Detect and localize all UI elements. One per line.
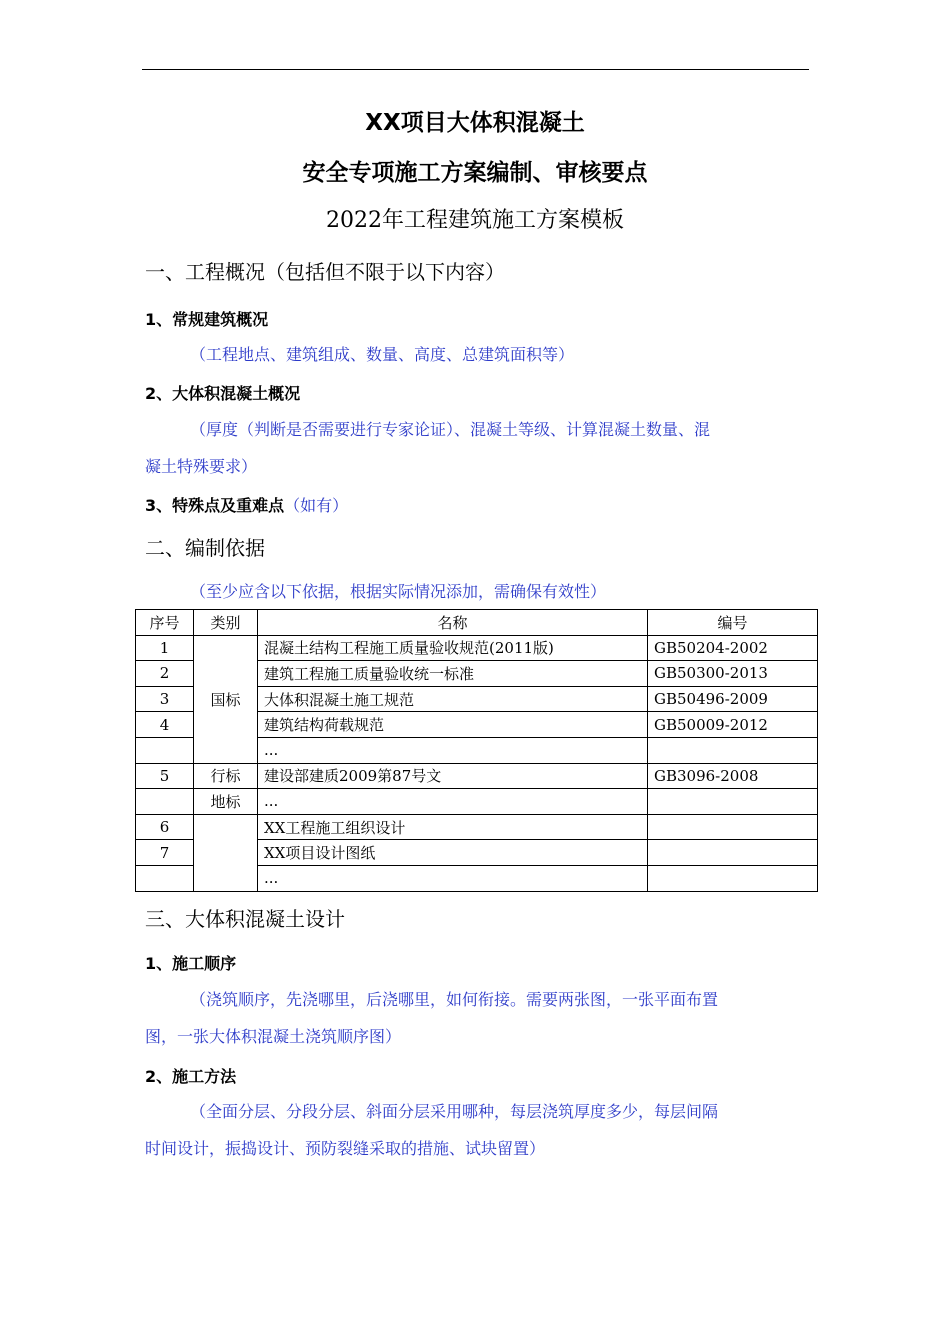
doc-title-line2: 安全专项施工方案编制、审核要点 — [302, 160, 648, 186]
doc-title-line3: 2022年工程建筑施工方案模板 — [326, 208, 624, 233]
table-row: 7 XX项目设计图纸 — [136, 840, 818, 866]
section1-item1-note: （工程地点、建筑组成、数量、高度、总建筑面积等） — [190, 345, 575, 364]
col-header-category: 类别 — [194, 610, 258, 636]
table-header-row — [136, 610, 818, 636]
doc-title-line1: XX项目大体积混凝土 — [365, 110, 585, 136]
col-header-code: 编号 — [648, 610, 818, 636]
table-row: ... — [136, 865, 818, 891]
col-header-name: 名称 — [258, 610, 648, 636]
section1-item2-heading: 2、大体积混凝土概况 — [145, 384, 301, 403]
header-rule — [142, 69, 809, 70]
col-header-no: 序号 — [136, 610, 194, 636]
category-national: 国标 — [194, 635, 258, 763]
section3-item2-heading: 2、施工方法 — [145, 1067, 237, 1086]
table-row: 2 建筑工程施工质量验收统一标准 GB50300-2013 — [136, 661, 818, 687]
section3-item1-heading: 1、施工顺序 — [145, 954, 237, 973]
section3-item1-note: （浇筑顺序，先浇哪里，后浇哪里，如何衔接。需要两张图，一张平面布置 图，一张大体积混凝土浇筑顺序图） — [145, 990, 719, 1046]
table-row: 6 XX工程施工组织设计 — [136, 814, 818, 840]
section1-heading: 一、工程概况（包括但不限于以下内容） — [145, 260, 505, 284]
table-row: 4 建筑结构荷载规范 GB50009-2012 — [136, 712, 818, 738]
section1-item3-heading: 3、特殊点及重难点（如有） — [145, 496, 349, 515]
standards-table — [135, 609, 818, 892]
section2-heading: 二、编制依据 — [145, 536, 265, 560]
section3-heading: 三、大体积混凝土设计 — [145, 907, 345, 931]
category-industry: 行标 — [194, 763, 258, 789]
category-other — [194, 814, 258, 891]
table-row: 地标 ... — [136, 789, 818, 815]
section1-item1-heading: 1、常规建筑概况 — [145, 310, 269, 329]
table-row: 5 行标 建设部建质2009第87号文 GB3096-2008 — [136, 763, 818, 789]
section3-item2-note: （全面分层、分段分层、斜面分层采用哪种，每层浇筑厚度多少，每层间隔 时间设计，振捣设计、预防裂缝采取的措施、试块留置） — [145, 1102, 719, 1158]
table-row: ... — [136, 737, 818, 763]
table-row: 3 大体积混凝土施工规范 GB50496-2009 — [136, 686, 818, 712]
category-local: 地标 — [194, 789, 258, 815]
section1-item2-note: （厚度（判断是否需要进行专家论证）、混凝土等级、计算混凝土数量、混 凝土特殊要求） — [145, 420, 711, 476]
section2-note: （至少应含以下依据，根据实际情况添加，需确保有效性） — [190, 582, 607, 601]
table-row: 1 国标 混凝土结构工程施工质量验收规范(2011版) GB50204-2002 — [136, 635, 818, 661]
